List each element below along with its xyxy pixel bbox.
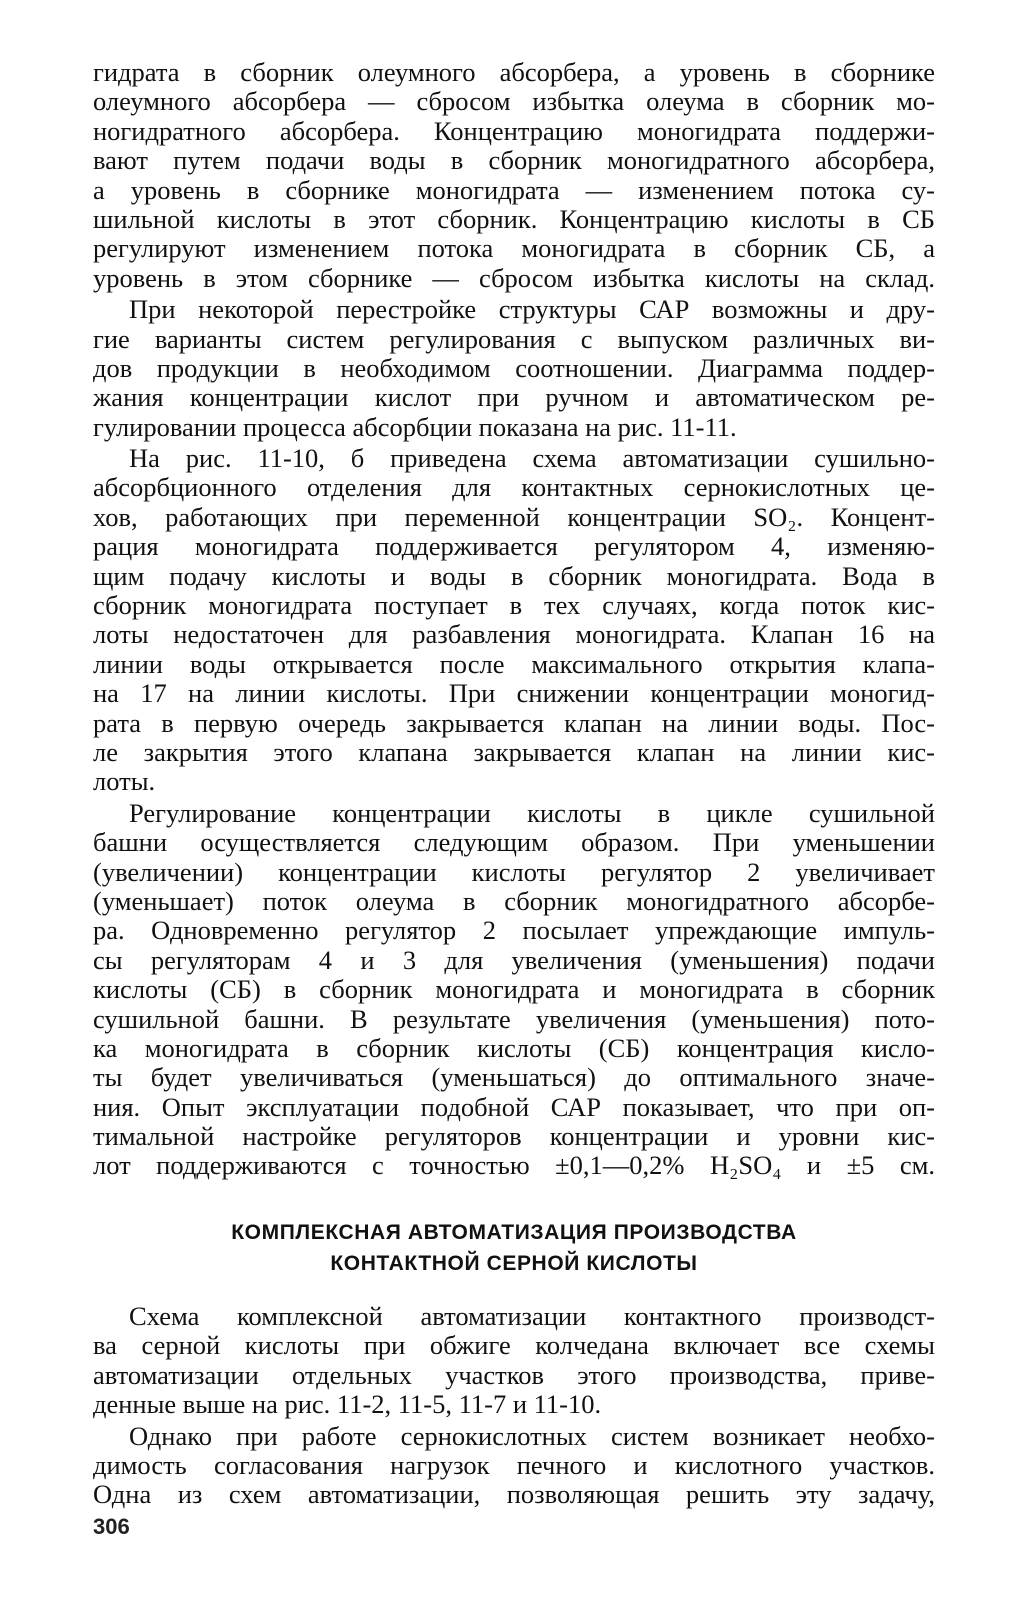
section-heading-line-2: КОНТАКТНОЙ СЕРНОЙ КИСЛОТЫ (330, 1252, 698, 1275)
text-line: гулировании процесса абсорбции показана на рис. 11-11. (93, 411, 737, 442)
text-line: ния. Опыт эксплуатации подобной САР показывает, что при оп- (93, 1091, 935, 1122)
text-line: автоматизации отдельных участков этого производства, приве- (93, 1359, 935, 1390)
text-line: ра. Одновременно регулятор 2 посылает упреждающие импуль- (93, 915, 935, 946)
text-line: На рис. 11-10, б приведена схема автоматизации сушильно- (129, 443, 935, 474)
text-line: Регулирование концентрации кислоты в цикле сушильной (129, 797, 935, 828)
text-line: лоты недостаточен для разбавления моногидрата. Клапан 16 на (93, 619, 935, 650)
paragraph (93, 1422, 935, 1510)
paragraph (93, 1302, 935, 1420)
text-line: башни осуществляется следующим образом. При уменьшении (93, 827, 935, 858)
text-line: ты будет увеличиваться (уменьшаться) до оптимального значе- (93, 1062, 935, 1093)
text-line: сушильной башни. В результате увеличения (уменьшения) пото- (93, 1003, 935, 1034)
text-line: При некоторой перестройке структуры САР возможны и дру- (129, 294, 935, 325)
text-line: (уменьшает) поток олеума в сборник моногидратного абсорбе- (93, 885, 935, 916)
text-line: хов, работающих при переменной концентрации SO₂. Концент- (93, 501, 935, 532)
text-line: вают путем подачи воды в сборник моногидратного абсорбера, (93, 145, 935, 176)
text-line: димость согласования нагрузок печного и кислотного участков. (93, 1449, 935, 1480)
text-line: регулируют изменением потока моногидрата в сборник СБ, а (93, 233, 935, 264)
text-line: гие варианты систем регулирования с выпуском различных ви- (93, 323, 935, 354)
body-text-lower (93, 1302, 935, 1510)
text-line: сборник моногидрата поступает в тех случаях, когда поток кис- (93, 590, 935, 621)
text-line: ногидратного абсорбера. Концентрацию моногидрата поддержи- (93, 115, 935, 146)
text-line: линии воды открывается после максимального открытия клапа- (93, 648, 935, 679)
paragraph (93, 444, 935, 797)
paragraph (93, 295, 935, 442)
text-line: на 17 на линии кислоты. При снижении концентрации моногид- (93, 678, 935, 709)
text-line: гидрата в сборник олеумного абсорбера, а уровень в сборнике (93, 57, 935, 87)
body-text-upper (93, 58, 935, 1181)
text-line: дов продукции в необходимом соотношении. Диаграмма поддер- (93, 352, 935, 383)
page-number: 306 (93, 1514, 130, 1539)
text-line: ва серной кислоты при обжиге колчедана включает все схемы (93, 1330, 935, 1361)
text-line: рация моногидрата поддерживается регулятором 4, изменяю- (93, 531, 935, 562)
text-line: щим подачу кислоты и воды в сборник моногидрата. Вода в (93, 560, 935, 591)
text-line: уровень в этом сборнике — сбросом избытка кислоты на склад. (93, 262, 935, 293)
text-line: шильной кислоты в этот сборник. Концентрацию кислоты в СБ (93, 203, 935, 234)
text-line: кислоты (СБ) в сборник моногидрата и моногидрата в сборник (93, 974, 935, 1005)
text-line: а уровень в сборнике моногидрата — изменением потока су- (93, 174, 935, 205)
text-line: тимальной настройке регуляторов концентрации и уровни кис- (93, 1121, 935, 1152)
text-line: жания концентрации кислот при ручном и автоматическом ре- (93, 382, 935, 413)
text-line: абсорбционного отделения для контактных сернокислотных це- (93, 472, 935, 503)
section-heading-line-1: КОМПЛЕКСНАЯ АВТОМАТИЗАЦИЯ ПРОИЗВОДСТВА (231, 1221, 797, 1244)
text-line: олеумного абсорбера — сбросом избытка олеума в сборник мо- (93, 86, 935, 117)
text-line: рата в первую очередь закрывается клапан на линии воды. Пос- (93, 707, 935, 738)
text-line: денные выше на рис. 11-2, 11-5, 11-7 и 11-10. (93, 1389, 602, 1420)
paragraph (93, 799, 935, 1181)
text-line: сы регуляторам 4 и 3 для увеличения (уменьшения) подачи (93, 944, 935, 975)
text-line: ка моногидрата в сборник кислоты (СБ) концентрация кисло- (93, 1032, 935, 1063)
text-line: (увеличении) концентрации кислоты регулятор 2 увеличивает (93, 856, 935, 887)
text-line: лот поддерживаются с точностью ±0,1—0,2% H₂SO₄ и ±5 см. (93, 1150, 935, 1181)
text-line: ле закрытия этого клапана закрывается клапан на линии кис- (93, 736, 935, 767)
paragraph (93, 58, 935, 293)
text-line: Схема комплексной автоматизации контактного производст- (129, 1301, 935, 1331)
text-line: лоты. (93, 766, 156, 797)
text-line: Одна из схем автоматизации, позволяющая решить эту задачу, (93, 1479, 935, 1510)
text-line: Однако при работе сернокислотных систем возникает необхо- (129, 1420, 935, 1451)
